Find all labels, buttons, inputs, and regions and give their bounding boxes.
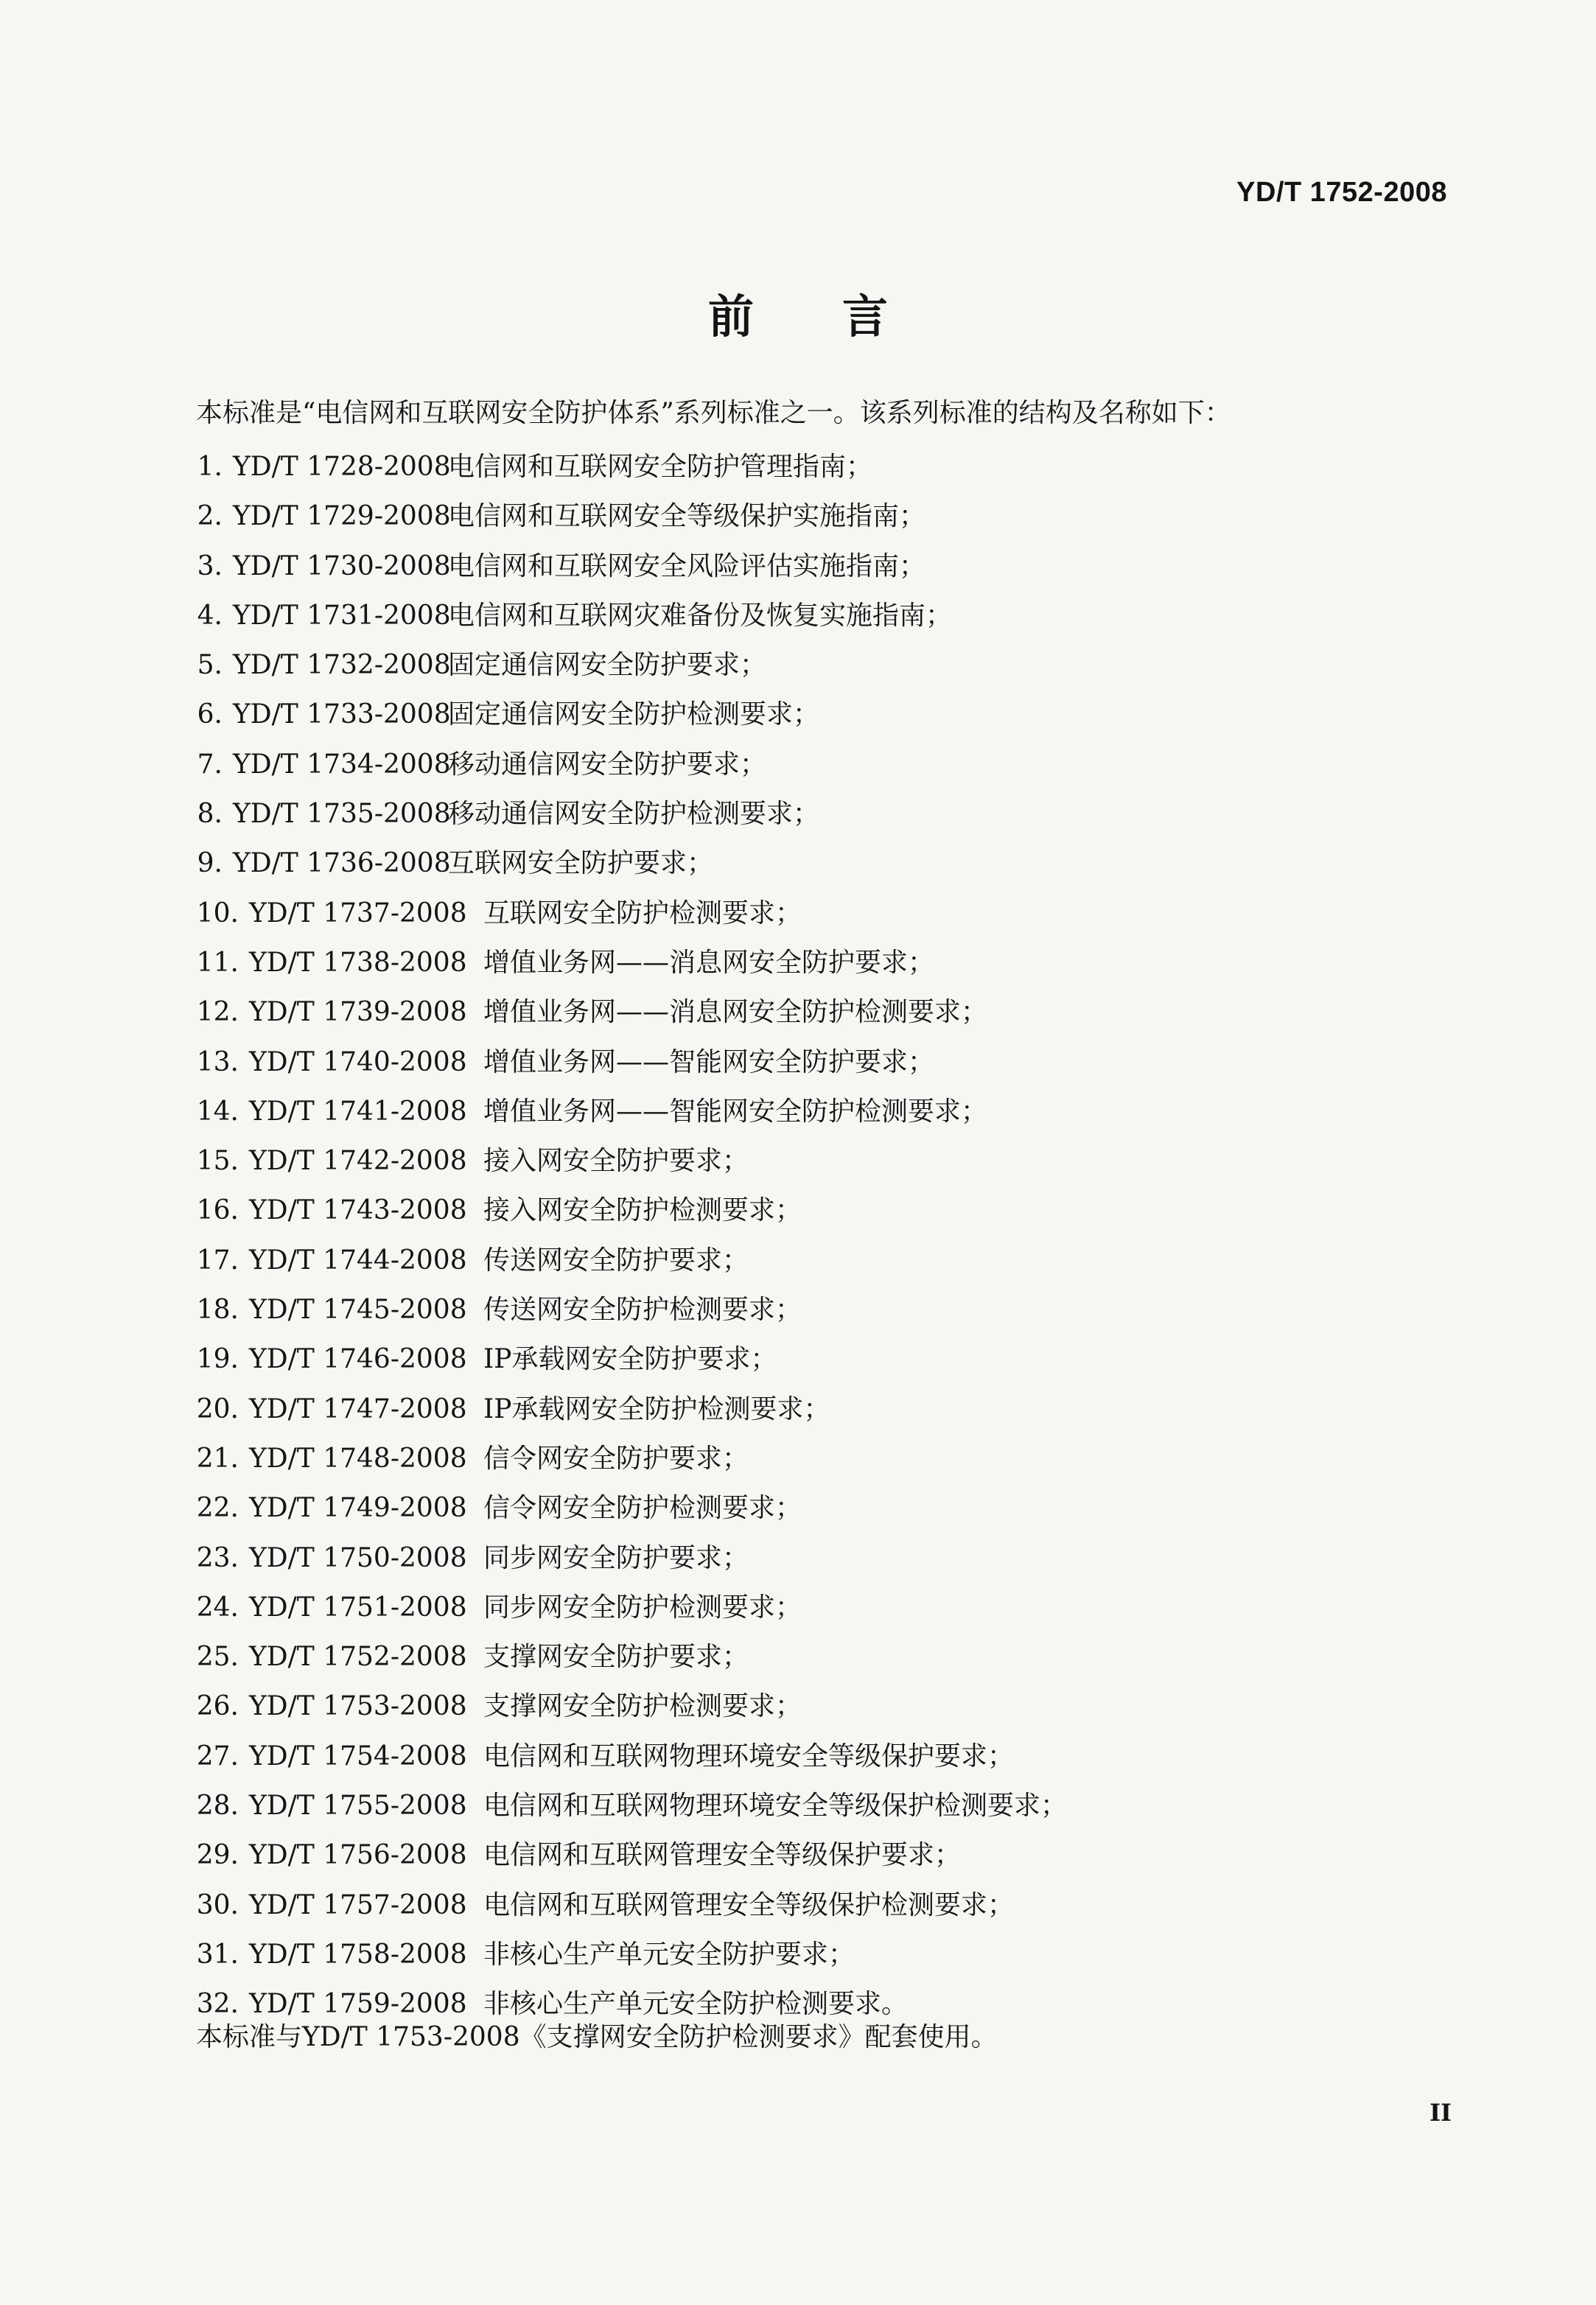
standard-name: 同步网安全防护检测要求； bbox=[483, 1592, 802, 1623]
list-item bbox=[196, 889, 1067, 938]
standard-name: 非核心生产单元安全防护检测要求。 bbox=[483, 1989, 909, 2020]
standard-name: 信令网安全防护检测要求； bbox=[483, 1493, 802, 1524]
list-item-number: 30. bbox=[196, 1889, 239, 1920]
standard-name: 电信网和互联网安全等级保护实施指南； bbox=[448, 501, 926, 532]
list-item-number: 17. bbox=[196, 1245, 239, 1276]
standard-code: YD/T 1749-2008 bbox=[249, 1493, 467, 1524]
standard-code: YD/T 1748-2008 bbox=[249, 1443, 467, 1474]
list-item bbox=[196, 1186, 1067, 1235]
standard-name: 接入网安全防护检测要求； bbox=[483, 1195, 802, 1226]
list-item-number: 19. bbox=[196, 1344, 239, 1375]
list-item bbox=[196, 690, 1067, 739]
list-item bbox=[196, 1483, 1067, 1533]
standard-name: 同步网安全防护要求； bbox=[483, 1542, 749, 1573]
standard-code: YD/T 1747-2008 bbox=[249, 1393, 467, 1424]
standard-name: 增值业务网——消息网安全防护检测要求； bbox=[483, 997, 988, 1028]
intro-paragraph: 本标准是“电信网和互联网安全防护体系”系列标准之一。该系列标准的结构及名称如下： bbox=[196, 398, 1231, 428]
standard-code: YD/T 1754-2008 bbox=[249, 1741, 467, 1771]
standard-name: 传送网安全防护检测要求； bbox=[483, 1295, 802, 1326]
standard-name: 电信网和互联网安全风险评估实施指南； bbox=[448, 550, 926, 581]
standard-name: 增值业务网——智能网安全防护检测要求； bbox=[483, 1096, 988, 1127]
standard-name: 移动通信网安全防护要求； bbox=[448, 749, 767, 780]
list-item bbox=[196, 740, 1067, 789]
standard-name: 支撑网安全防护检测要求； bbox=[483, 1691, 802, 1722]
standard-code: YD/T 1753-2008 bbox=[249, 1691, 467, 1722]
list-item-number: 27. bbox=[196, 1741, 239, 1771]
list-item-number: 11. bbox=[196, 947, 239, 978]
list-item bbox=[196, 591, 1067, 640]
list-item-number: 10. bbox=[196, 898, 239, 928]
standard-code: YD/T 1736-2008 bbox=[233, 848, 451, 879]
standard-name: 增值业务网——消息网安全防护要求； bbox=[483, 947, 935, 978]
list-item-number: 31. bbox=[196, 1939, 239, 1970]
list-item bbox=[196, 1385, 1067, 1434]
standard-name: 接入网安全防护要求； bbox=[483, 1146, 749, 1177]
standard-code: YD/T 1735-2008 bbox=[233, 799, 451, 830]
standard-name: 电信网和互联网管理安全等级保护检测要求； bbox=[483, 1889, 1015, 1920]
list-item-number: 8. bbox=[197, 799, 223, 830]
standard-name: 移动通信网安全防护检测要求； bbox=[448, 799, 820, 830]
standard-code: YD/T 1756-2008 bbox=[249, 1840, 467, 1871]
list-item bbox=[196, 1038, 1067, 1087]
standard-code: YD/T 1750-2008 bbox=[249, 1542, 467, 1573]
standard-name: 电信网和互联网物理环境安全等级保护要求； bbox=[483, 1741, 1015, 1771]
list-item-number: 4. bbox=[197, 600, 223, 631]
list-item-number: 22. bbox=[196, 1493, 239, 1524]
list-item bbox=[196, 1335, 1067, 1384]
list-item-number: 29. bbox=[196, 1840, 239, 1871]
standard-code: YD/T 1742-2008 bbox=[249, 1146, 467, 1177]
list-item bbox=[196, 987, 1067, 1037]
standard-code: YD/T 1737-2008 bbox=[249, 898, 467, 928]
standard-name: 信令网安全防护要求； bbox=[483, 1443, 749, 1474]
standard-code: YD/T 1751-2008 bbox=[249, 1592, 467, 1623]
document-id: YD/T 1752-2008 bbox=[1236, 177, 1447, 208]
list-item-number: 26. bbox=[196, 1691, 239, 1722]
list-item bbox=[196, 1930, 1067, 1979]
page-number: II bbox=[1429, 2099, 1452, 2127]
list-item bbox=[196, 1533, 1067, 1583]
list-item bbox=[196, 1583, 1067, 1632]
list-item-number: 9. bbox=[197, 848, 223, 879]
list-item-number: 16. bbox=[196, 1195, 239, 1226]
standard-code: YD/T 1759-2008 bbox=[249, 1989, 467, 2020]
list-item-number: 28. bbox=[196, 1791, 239, 1822]
list-item bbox=[196, 1434, 1067, 1483]
list-item-number: 12. bbox=[196, 997, 239, 1028]
list-item bbox=[196, 1881, 1067, 1930]
list-item bbox=[196, 1682, 1067, 1731]
list-item-number: 2. bbox=[197, 501, 223, 532]
list-item bbox=[196, 839, 1067, 888]
list-item-number: 7. bbox=[197, 749, 223, 780]
standard-code: YD/T 1746-2008 bbox=[249, 1344, 467, 1375]
standard-code: YD/T 1731-2008 bbox=[233, 600, 451, 631]
list-item bbox=[196, 1136, 1067, 1186]
list-item-number: 5. bbox=[197, 650, 223, 681]
standard-code: YD/T 1738-2008 bbox=[249, 947, 467, 978]
standard-code: YD/T 1732-2008 bbox=[233, 650, 451, 681]
standard-name: 电信网和互联网物理环境安全等级保护检测要求； bbox=[483, 1791, 1068, 1822]
list-item bbox=[196, 1285, 1067, 1335]
standard-code: YD/T 1743-2008 bbox=[249, 1195, 467, 1226]
list-item bbox=[196, 789, 1067, 839]
standard-code: YD/T 1757-2008 bbox=[249, 1889, 467, 1920]
list-item-number: 20. bbox=[196, 1393, 239, 1424]
standard-code: YD/T 1752-2008 bbox=[249, 1642, 467, 1673]
standard-code: YD/T 1734-2008 bbox=[233, 749, 451, 780]
standard-name: 非核心生产单元安全防护要求； bbox=[483, 1939, 855, 1970]
page-title: 前言 bbox=[707, 290, 976, 343]
standard-code: YD/T 1745-2008 bbox=[249, 1295, 467, 1326]
standards-list bbox=[196, 442, 1067, 2029]
standard-name: 互联网安全防护要求； bbox=[448, 848, 714, 879]
list-item bbox=[196, 1632, 1067, 1682]
list-item-number: 23. bbox=[196, 1542, 239, 1573]
list-item-number: 14. bbox=[196, 1096, 239, 1127]
standard-name: IP承载网安全防护要求； bbox=[483, 1344, 777, 1375]
standard-name: 固定通信网安全防护检测要求； bbox=[448, 699, 820, 730]
list-item-number: 18. bbox=[196, 1295, 239, 1326]
standard-name: 互联网安全防护检测要求； bbox=[483, 898, 802, 928]
list-item bbox=[196, 542, 1067, 591]
list-item-number: 3. bbox=[197, 550, 223, 581]
list-item bbox=[196, 1236, 1067, 1285]
closing-paragraph: 本标准与YD/T 1753-2008《支撑网安全防护检测要求》配套使用。 bbox=[196, 2022, 998, 2052]
standard-code: YD/T 1729-2008 bbox=[233, 501, 451, 532]
standard-code: YD/T 1730-2008 bbox=[233, 550, 451, 581]
list-item-number: 32. bbox=[196, 1989, 239, 2020]
list-item-number: 21. bbox=[196, 1443, 239, 1474]
list-item bbox=[196, 492, 1067, 541]
standard-code: YD/T 1744-2008 bbox=[249, 1245, 467, 1276]
standard-name: 传送网安全防护要求； bbox=[483, 1245, 749, 1276]
list-item bbox=[196, 1732, 1067, 1781]
standard-code: YD/T 1733-2008 bbox=[233, 699, 451, 730]
list-item-number: 24. bbox=[196, 1592, 239, 1623]
list-item-number: 1. bbox=[197, 452, 223, 482]
list-item bbox=[196, 938, 1067, 987]
list-item bbox=[196, 640, 1067, 690]
standard-name: 电信网和互联网灾难备份及恢复实施指南； bbox=[448, 600, 953, 631]
list-item-number: 15. bbox=[196, 1146, 239, 1177]
standard-name: 电信网和互联网安全防护管理指南； bbox=[448, 452, 873, 482]
standard-name: 固定通信网安全防护要求； bbox=[448, 650, 767, 681]
list-item bbox=[196, 1830, 1067, 1880]
list-item-number: 13. bbox=[196, 1046, 239, 1077]
standard-name: 电信网和互联网管理安全等级保护要求； bbox=[483, 1840, 962, 1871]
standard-code: YD/T 1741-2008 bbox=[249, 1096, 467, 1127]
list-item-number: 25. bbox=[196, 1642, 239, 1673]
list-item bbox=[196, 1087, 1067, 1136]
standard-code: YD/T 1755-2008 bbox=[249, 1791, 467, 1822]
standard-name: 增值业务网——智能网安全防护要求； bbox=[483, 1046, 935, 1077]
standard-code: YD/T 1739-2008 bbox=[249, 997, 467, 1028]
list-item-number: 6. bbox=[197, 699, 223, 730]
list-item bbox=[196, 1781, 1067, 1830]
standard-code: YD/T 1728-2008 bbox=[233, 452, 451, 482]
standard-name: IP承载网安全防护检测要求； bbox=[483, 1393, 830, 1424]
standard-code: YD/T 1758-2008 bbox=[249, 1939, 467, 1970]
standard-code: YD/T 1740-2008 bbox=[249, 1046, 467, 1077]
list-item bbox=[196, 442, 1067, 492]
standard-name: 支撑网安全防护要求； bbox=[483, 1642, 749, 1673]
